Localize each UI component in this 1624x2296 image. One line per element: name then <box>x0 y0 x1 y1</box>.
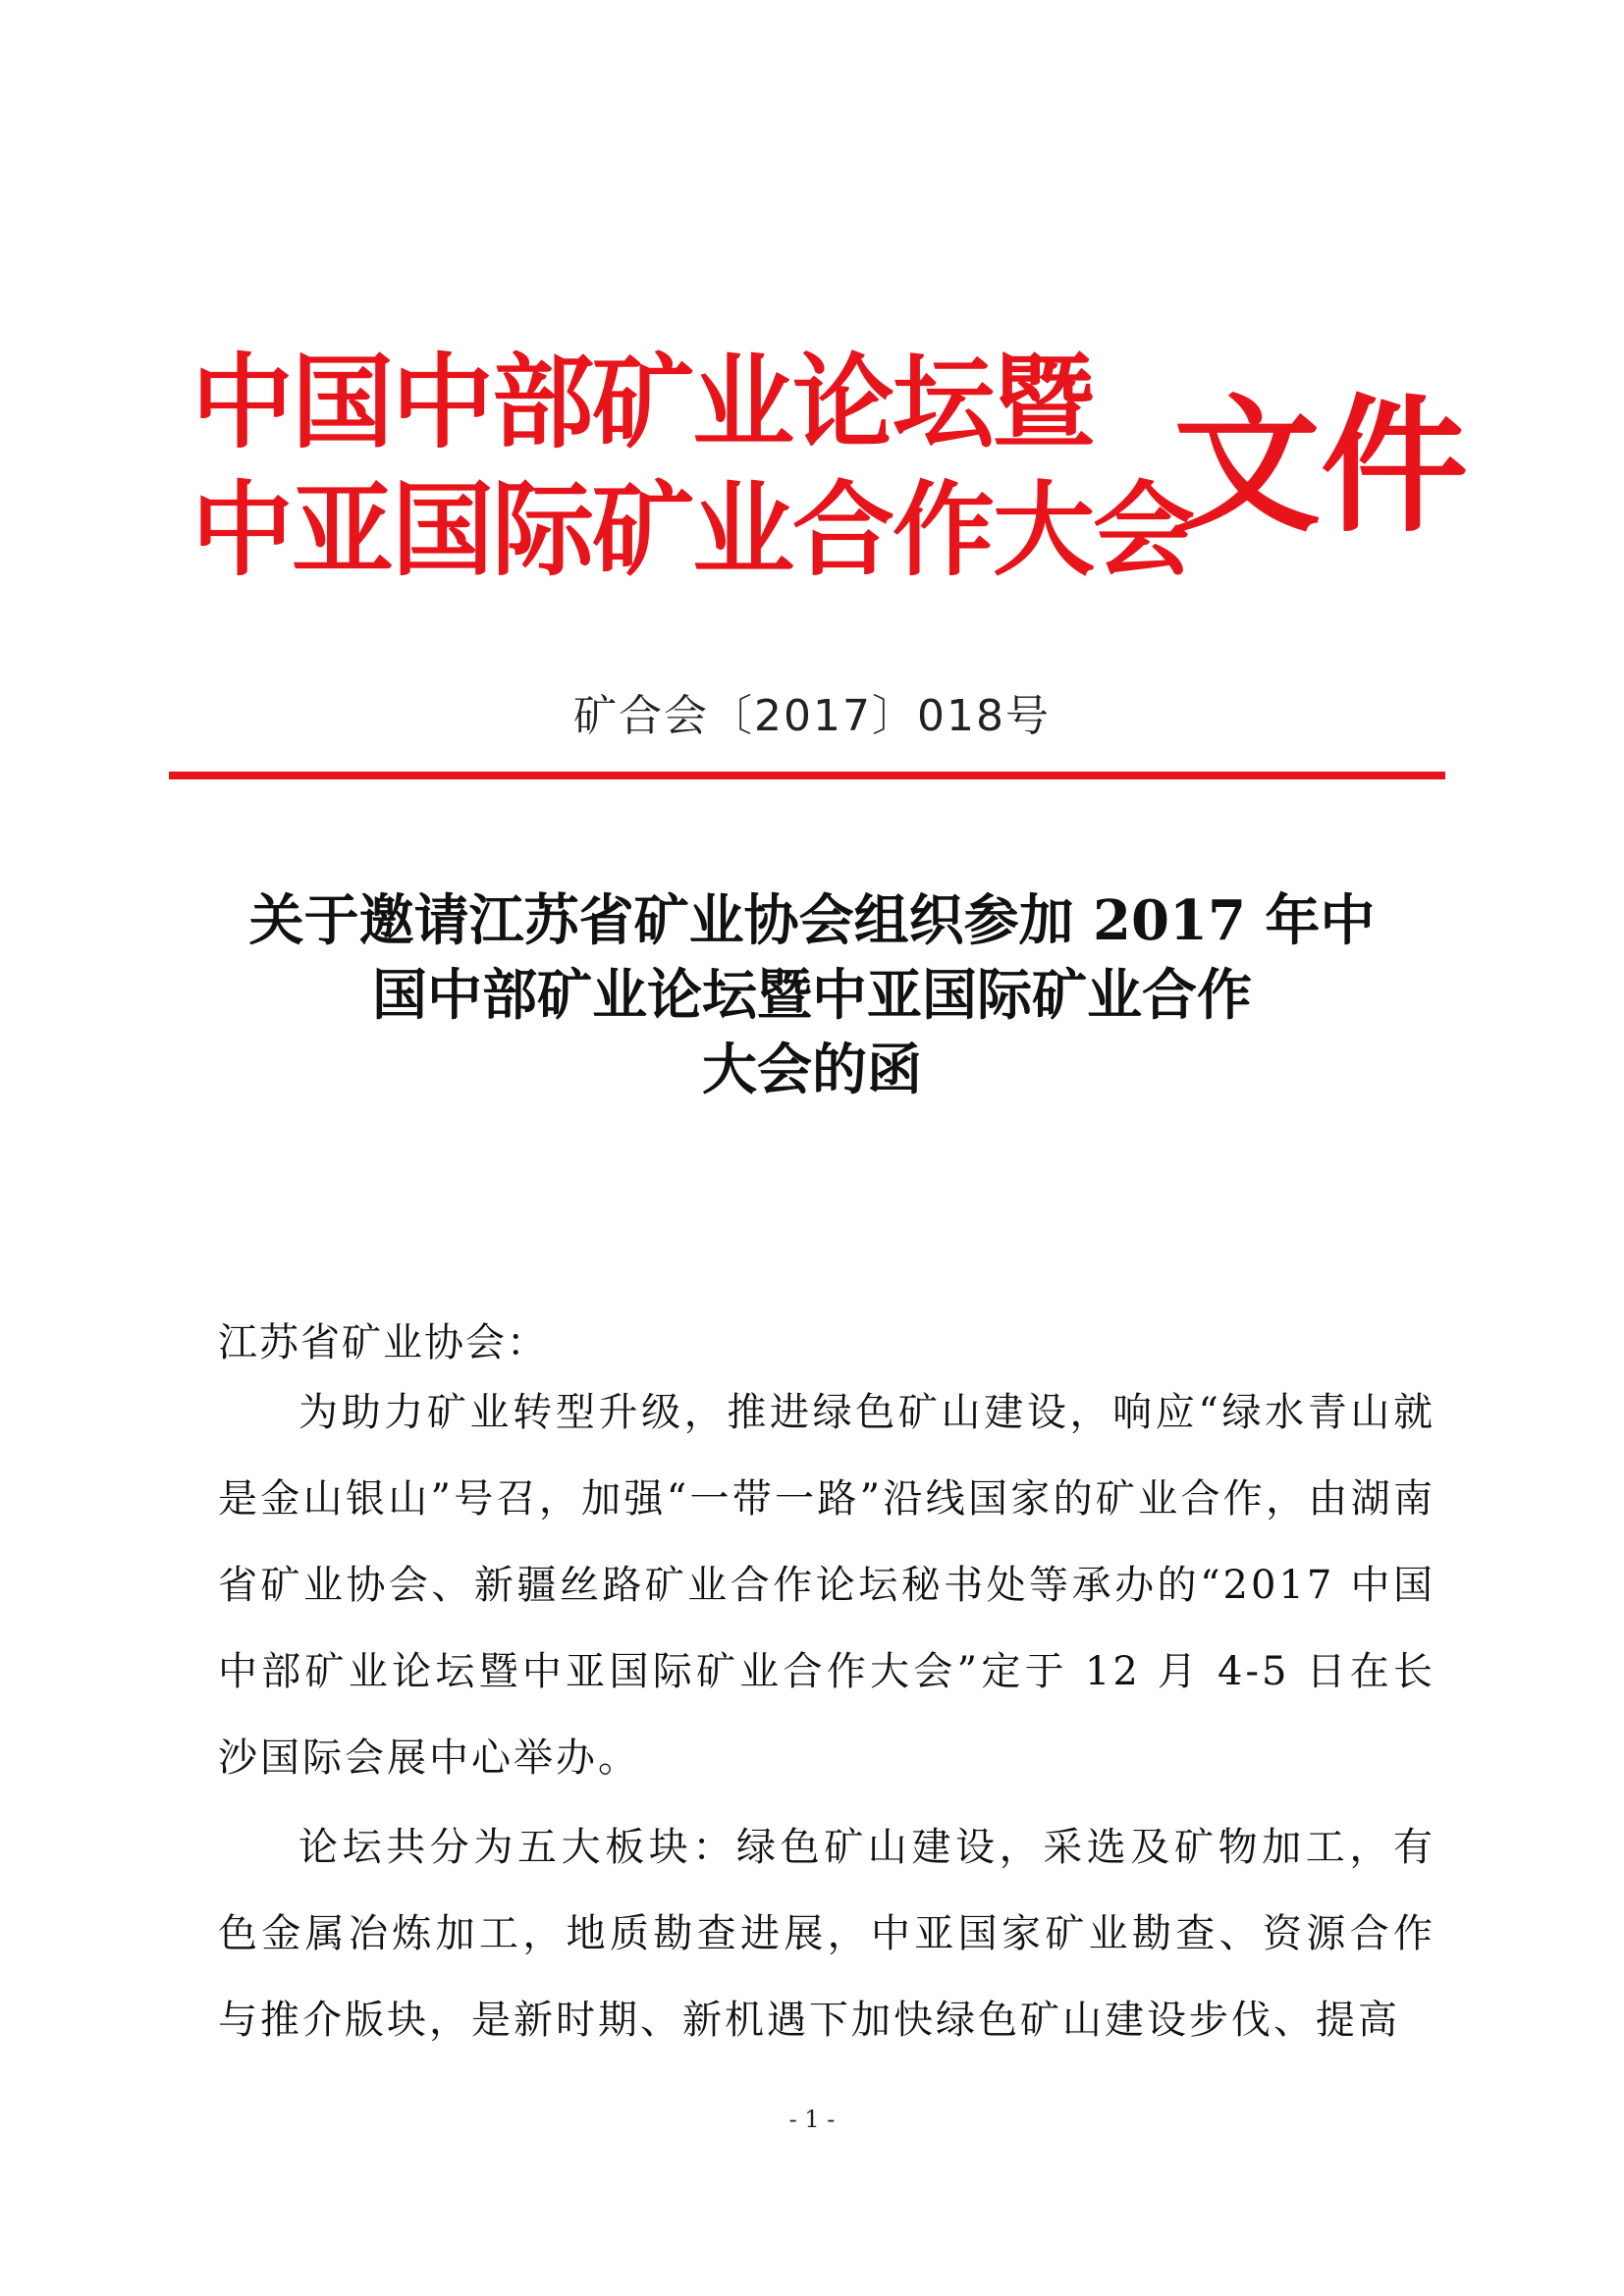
document-title-line-1: 关于邀请江苏省矿业协会组织参加 2017 年中 <box>248 888 1376 953</box>
letterhead-doc-suffix: 文件 <box>1173 380 1469 553</box>
body-paragraph-1: 为助力矿业转型升级，推进绿色矿山建设，响应“绿水青山就是金山银山”号召，加强“一带一路”沿线国家的矿业合作，由湖南省矿业协会、新疆丝路矿业合作论坛秘书处等承办的“2017 中国中部矿业论坛暨中亚国际矿业合作大会”定于 12 月 4-5 日在长沙国际会展中心举办。 <box>218 1390 1435 1781</box>
document-number: 矿合会〔2017〕018号 <box>573 691 1051 741</box>
red-divider-line <box>169 772 1445 779</box>
letterhead-org-line-2: 中亚国际矿业合作大会 <box>191 469 1194 590</box>
letterhead-org-line-1: 中国中部矿业论坛暨 <box>191 342 1094 462</box>
body-paragraph-2: 论坛共分为五大板块：绿色矿山建设，采选及矿物加工，有色金属冶炼加工，地质勘查进展，中亚国家矿业勘查、资源合作与推介版块，是新时期、新机遇下加快绿色矿山建设步伐、提高 <box>218 1825 1435 2043</box>
salutation: 江苏省矿业协会： <box>218 1320 548 1365</box>
letterhead <box>191 344 1488 599</box>
document-title-line-3: 大会的函 <box>702 1038 922 1102</box>
page-number: - 1 - <box>788 2106 836 2133</box>
document-title <box>157 883 1467 1107</box>
document-title-line-2: 国中部矿业论坛暨中亚国际矿业合作 <box>372 963 1252 1028</box>
